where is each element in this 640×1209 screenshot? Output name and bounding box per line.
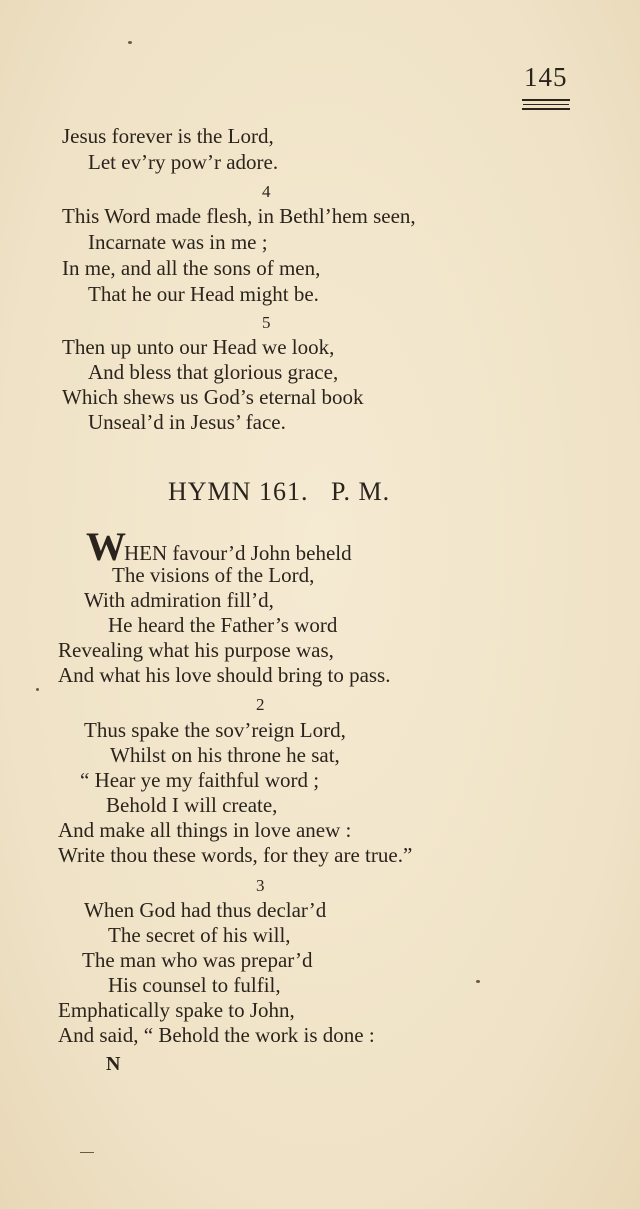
verse-line: Which shews us God’s eternal book [62,385,364,409]
verse-line: Jesus forever is the Lord, [62,124,274,148]
header-rule [523,104,569,105]
verse-line: The man who was prepar’d [82,948,313,972]
verse-line: When God had thus declar’d [84,898,327,922]
verse-line: The secret of his will, [108,923,291,947]
verse-line: This Word made flesh, in Bethl’hem seen, [62,204,416,228]
stanza-number: 3 [256,876,265,895]
verse-line: And what his love should bring to pass. [58,663,391,687]
verse-line: Behold I will create, [106,793,278,817]
hymn-title: HYMN 161. P. M. [168,477,391,506]
stanza-number: 5 [262,313,271,332]
verse-line: The visions of the Lord, [112,563,315,587]
verse-line: Unseal’d in Jesus’ face. [88,410,286,434]
verse-line: Revealing what his purpose was, [58,638,334,662]
drop-cap: W [86,524,124,569]
paper-speck [36,688,39,691]
page-number: 145 [524,62,568,92]
verse-line: He heard the Father’s word [108,613,338,637]
verse-line: Thus spake the sov’reign Lord, [84,718,346,742]
paper-speck [80,1152,94,1153]
verse-line: Emphatically spake to John, [58,998,295,1022]
verse-line: Whilst on his throne he sat, [110,743,340,767]
first-line-text: HEN favour’d John beheld [124,541,352,565]
header-rule [522,99,570,101]
verse-line: That he our Head might be. [88,282,319,306]
verse-line: Incarnate was in me ; [88,230,268,254]
verse-line: His counsel to fulfil, [108,973,281,997]
stanza-number: 4 [262,182,271,201]
verse-line: Then up unto our Head we look, [62,335,335,359]
paper-speck [128,41,132,44]
stanza-number: 2 [256,695,265,714]
signature-mark: N [106,1053,121,1075]
verse-line: “ Hear ye my faithful word ; [80,768,320,792]
verse-line: And make all things in love anew : [58,818,352,842]
verse-line: Write thou these words, for they are true.” [58,843,413,867]
paper-speck [476,980,480,983]
header-rule [522,108,570,110]
verse-line: With admiration fill’d, [84,588,274,612]
verse-line: In me, and all the sons of men, [62,256,321,280]
verse-line: And said, “ Behold the work is done : [58,1023,375,1047]
verse-line: Let ev’ry pow’r adore. [88,150,279,174]
verse-line: And bless that glorious grace, [88,360,339,384]
